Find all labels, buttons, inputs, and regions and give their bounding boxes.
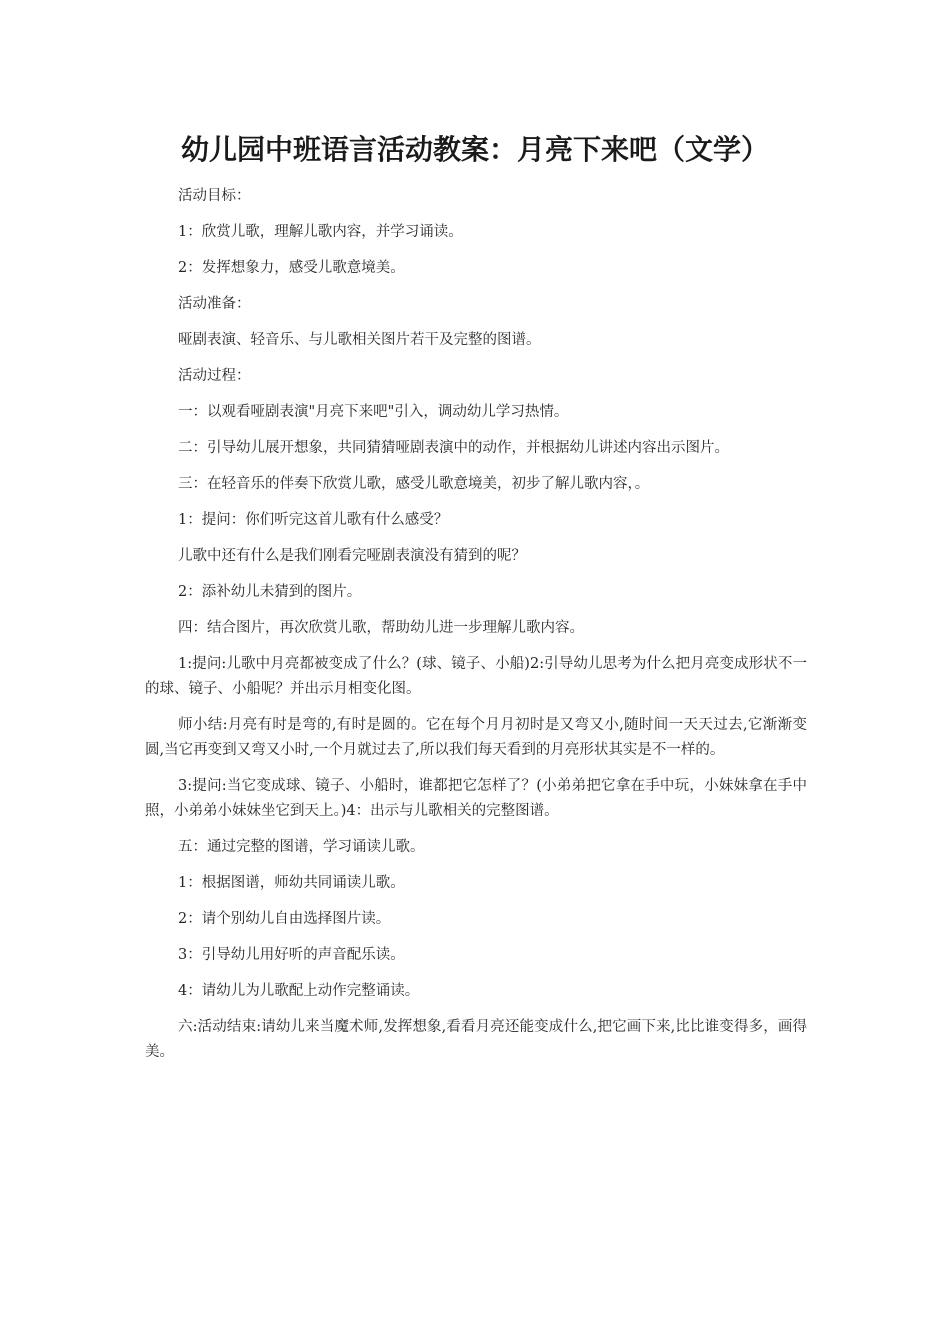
- paragraph: 一：以观看哑剧表演"月亮下来吧"引入，调动幼儿学习热情。: [178, 404, 569, 420]
- paragraph: 二：引导幼儿展开想象，共同猜猜哑剧表演中的动作，并根据幼儿讲述内容出示图片。: [178, 440, 729, 456]
- paragraph: 1：根据图谱，师幼共同诵读儿歌。: [178, 875, 405, 891]
- paragraph: 1:提问:儿歌中月亮都被变成了什么？(球、镜子、小船)2:引导幼儿思考为什么把月亮变成形状不一的球、镜子、小船呢？并出示月相变化图。: [145, 656, 807, 697]
- paragraph: 4：请幼儿为儿歌配上动作完整诵读。: [178, 983, 420, 999]
- document-title: 幼儿园中班语言活动教案：月亮下来吧（文学）: [180, 133, 769, 166]
- paragraph: 五：通过完整的图谱，学习诵读儿歌。: [178, 839, 425, 855]
- paragraph: 活动过程：: [178, 368, 251, 384]
- paragraph: 活动目标：: [178, 188, 251, 204]
- paragraph: 2：发挥想象力，感受儿歌意境美。: [178, 260, 405, 276]
- paragraph: 六:活动结束:请幼儿来当魔术师,发挥想象,看看月亮还能变成什么,把它画下来,比比谁变得多，画得美。: [145, 1019, 807, 1060]
- paragraph: 儿歌中还有什么是我们刚看完哑剧表演没有猜到的呢？: [178, 548, 526, 564]
- paragraph: 三：在轻音乐的伴奏下欣赏儿歌，感受儿歌意境美，初步了解儿歌内容，。: [178, 476, 650, 492]
- paragraph: 1：提问：你们听完这首儿歌有什么感受？: [178, 512, 449, 528]
- paragraph: 师小结:月亮有时是弯的,有时是圆的。它在每个月月初时是又弯又小,随时间一天天过去,它渐渐变圆,当它再变到又弯又小时,一个月就过去了,所以我们每天看到的月亮形状其实是不一样的。: [145, 717, 807, 758]
- paragraph: 3：引导幼儿用好听的声音配乐读。: [178, 947, 405, 963]
- paragraph: 1：欣赏儿歌，理解儿歌内容，并学习诵读。: [178, 224, 463, 240]
- paragraph: 3:提问:当它变成球、镜子、小船时，谁都把它怎样了？(小弟弟把它拿在手中玩，小妹妹拿在手中照，小弟弟小妹妹坐它到天上。)4：出示与儿歌相关的完整图谱。: [145, 778, 807, 819]
- paragraph: 活动准备：: [178, 296, 251, 312]
- paragraph: 四：结合图片，再次欣赏儿歌，帮助幼儿进一步理解儿歌内容。: [178, 620, 584, 636]
- paragraph: 哑剧表演、轻音乐、与儿歌相关图片若干及完整的图谱。: [178, 332, 541, 348]
- paragraph: 2：添补幼儿未猜到的图片。: [178, 584, 362, 600]
- document-body: [145, 184, 807, 1076]
- paragraph: 2：请个别幼儿自由选择图片读。: [178, 911, 391, 927]
